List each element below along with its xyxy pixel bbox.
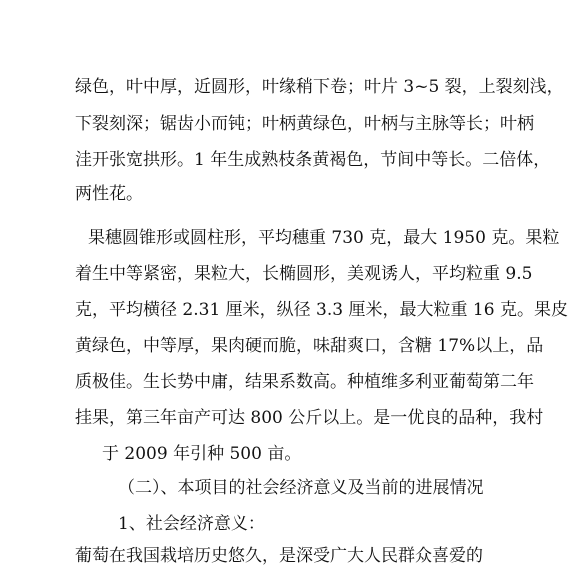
paragraph-line-1: 绿色，叶中厚，近圆形，叶缘稍下卷；叶片 3~5 裂，上裂刻浅， [75, 77, 564, 97]
paragraph-line-4: 两性花。 [75, 184, 143, 204]
paragraph-line-9: 质极佳。生长势中庸，结果系数高。种植维多利亚葡萄第二年 [75, 372, 534, 392]
paragraph-line-7: 克，平均横径 2.31 厘米，纵径 3.3 厘米，最大粒重 16 克。果皮 [75, 300, 568, 320]
section-heading: 于 2009 年引种 500 亩。 [102, 444, 302, 464]
paragraph-line-13: 1、社会经济意义： [118, 514, 265, 534]
paragraph-line-3: 洼开张宽拱形。1 年生成熟枝条黄褐色，节间中等长。二倍体， [75, 150, 551, 170]
paragraph-line-8: 黄绿色，中等厚，果肉硬而脆，味甜爽口，含糖 17%以上，品 [75, 336, 544, 356]
paragraph-line-10: 挂果，第三年亩产可达 800 公斤以上。是一优良的品种，我村 [75, 408, 544, 428]
paragraph-line-14: 葡萄在我国栽培历史悠久，是深受广大人民群众喜爱的 [75, 546, 483, 566]
subsection-heading: （二）、本项目的社会经济意义及当前的进展情况 [118, 478, 484, 498]
paragraph-line-5: 果穗圆锥形或圆柱形，平均穗重 730 克，最大 1950 克。果粒 [88, 228, 560, 248]
paragraph-line-2: 下裂刻深；锯齿小而钝；叶柄黄绿色，叶柄与主脉等长；叶柄 [75, 114, 534, 134]
paragraph-line-6: 着生中等紧密，果粒大，长椭圆形，美观诱人，平均粒重 9.5 [75, 264, 533, 284]
